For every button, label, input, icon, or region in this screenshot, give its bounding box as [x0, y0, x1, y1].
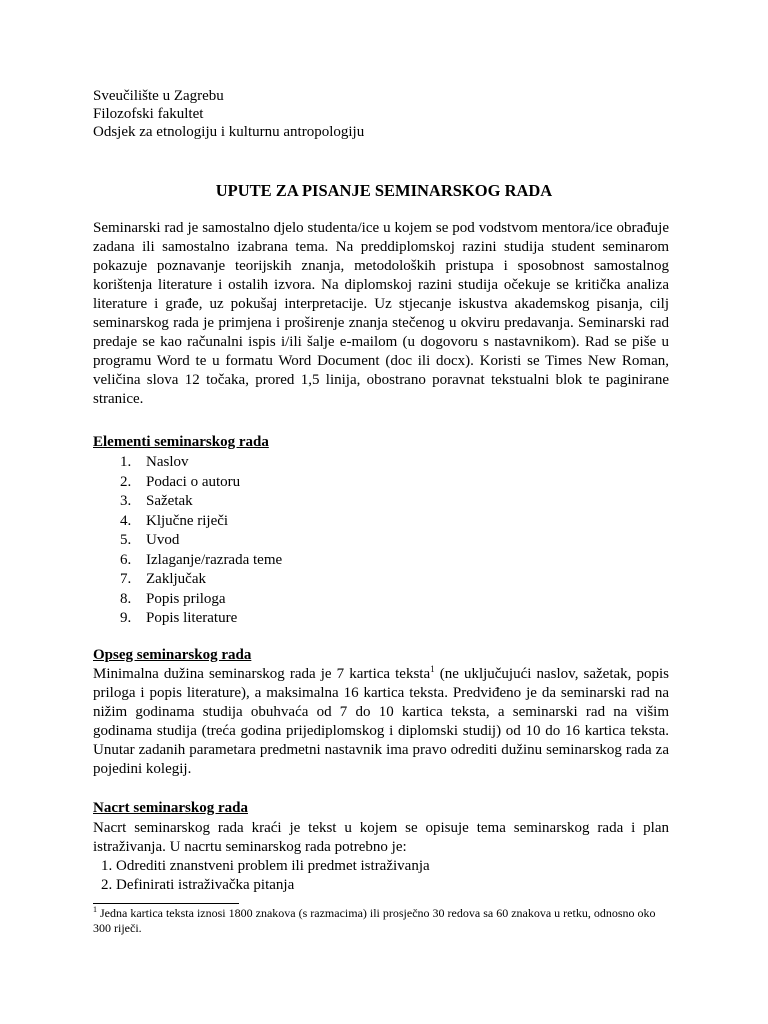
- opseg-paragraph: [93, 665, 669, 779]
- footnote-mark: 1: [93, 905, 97, 914]
- list-item-text: Uvod: [146, 532, 180, 548]
- list-item: [120, 570, 282, 590]
- list-item-number: 3.: [120, 493, 132, 509]
- list-item-text: Podaci o autoru: [146, 473, 241, 490]
- university-name: Sveučilište u Zagrebu: [93, 88, 224, 104]
- footnote-separator: [93, 903, 239, 904]
- list-item-number: 1.: [120, 454, 132, 470]
- list-item-text: Naslov: [146, 454, 189, 470]
- list-item-text: Odrediti znanstveni problem ili predmet istraživanja: [116, 858, 430, 874]
- list-item-text: Izlaganje/razrada teme: [146, 551, 283, 568]
- list-item: [120, 590, 282, 610]
- list-item-text: Sažetak: [146, 493, 193, 509]
- list-item-number: 9.: [120, 610, 132, 626]
- list-item-text: Popis literature: [146, 610, 238, 626]
- opseg-heading: Opseg seminarskog rada: [93, 647, 252, 663]
- list-item-number: 2.: [120, 473, 132, 490]
- list-item-number: 7.: [120, 571, 132, 587]
- list-item-number: 4.: [120, 512, 132, 529]
- elements-list: [120, 453, 282, 629]
- nacrt-paragraph: Nacrt seminarskog rada kraći je tekst u kojem se opisuje tema seminarskog rada i plan istraživanja. U nacrtu seminarskog rada potrebno je:: [93, 820, 669, 855]
- list-item: [120, 531, 282, 551]
- elements-heading: Elementi seminarskog rada: [93, 434, 269, 450]
- intro-paragraph: Seminarski rad je samostalno djelo studenta/ice u kojem se pod vodstvom mentora/ice obrađuje zadana ili samostalno izabrana tema. Na preddiplomskoj razini studija student seminarom pokazuje poznavanje teorijskih znanja, metodoloških pristupa i sposobnost samostalnog korištenja literature i ostalih izvora. Na diplomskoj razini studija očekuje se kritička analiza literature i građe, uz pokušaj interpretacije. Uz stjecanje iskustva akademskog pisanja, cilj seminarskog rada je primjena i proširenje znanja stečenog u okviru predavanja. Seminarski rad predaje se kao računalni ispis i/ili šalje e-mailom (u dogovoru s nastavnikom). Rad se piše u programu Word te u formatu Word Document (doc ili docx). Koristi se Times New Roman, veličina slova 12 točaka, prored 1,5 linija, obostrano poravnat tekstualni blok te paginirane stranice.: [93, 220, 669, 407]
- department-name: Odsjek za etnologiju i kulturnu antropologiju: [93, 124, 365, 140]
- list-item-text: Popis priloga: [146, 590, 226, 607]
- opseg-text-before: Minimalna dužina seminarskog rada je 7 kartica teksta: [93, 666, 431, 682]
- list-item: [120, 512, 282, 532]
- list-item-text: Ključne riječi: [146, 512, 229, 529]
- list-item: [120, 473, 282, 493]
- nacrt-heading: Nacrt seminarskog rada: [93, 800, 248, 816]
- opseg-text-after: (ne uključujući naslov, sažetak, popis priloga i popis literature), a maksimalna 16 kartica teksta. Predviđeno je da seminarski rad na nižim godinama studija obuhvaća od 7 do 10 kartica teksta, a seminarski rad na višim godinama studija (treća godina prijediplomskog i diplomski studij) od 10 do 16 kartica teksta. Unutar zadanih parametara predmetni nastavnik ima pravo odrediti dužinu seminarskog rada za pojedini kolegij.: [93, 666, 669, 777]
- list-item-text: Zaključak: [146, 571, 206, 587]
- faculty-name: Filozofski fakultet: [93, 106, 204, 122]
- list-item-number: 2.: [101, 877, 113, 893]
- institution-header: [93, 87, 364, 141]
- footnote: [93, 906, 669, 936]
- list-item-text: Definirati istraživačka pitanja: [116, 877, 295, 893]
- list-item: [101, 857, 430, 876]
- list-item: [120, 609, 282, 629]
- list-item-number: 5.: [120, 532, 132, 548]
- nacrt-list: [101, 857, 430, 895]
- list-item: [120, 453, 282, 473]
- list-item: [120, 492, 282, 512]
- footnote-reference[interactable]: 1: [430, 664, 435, 674]
- list-item-number: 1.: [101, 858, 113, 874]
- list-item: [120, 551, 282, 571]
- footnote-text: Jedna kartica teksta iznosi 1800 znakova (s razmacima) ili prosječno 30 redova sa 60 znakova u retku, odnosno oko 300 riječi.: [93, 906, 656, 935]
- document-title: UPUTE ZA PISANJE SEMINARSKOG RADA: [215, 181, 553, 200]
- list-item-number: 8.: [120, 590, 132, 607]
- list-item-number: 6.: [120, 551, 132, 568]
- list-item: [101, 876, 430, 895]
